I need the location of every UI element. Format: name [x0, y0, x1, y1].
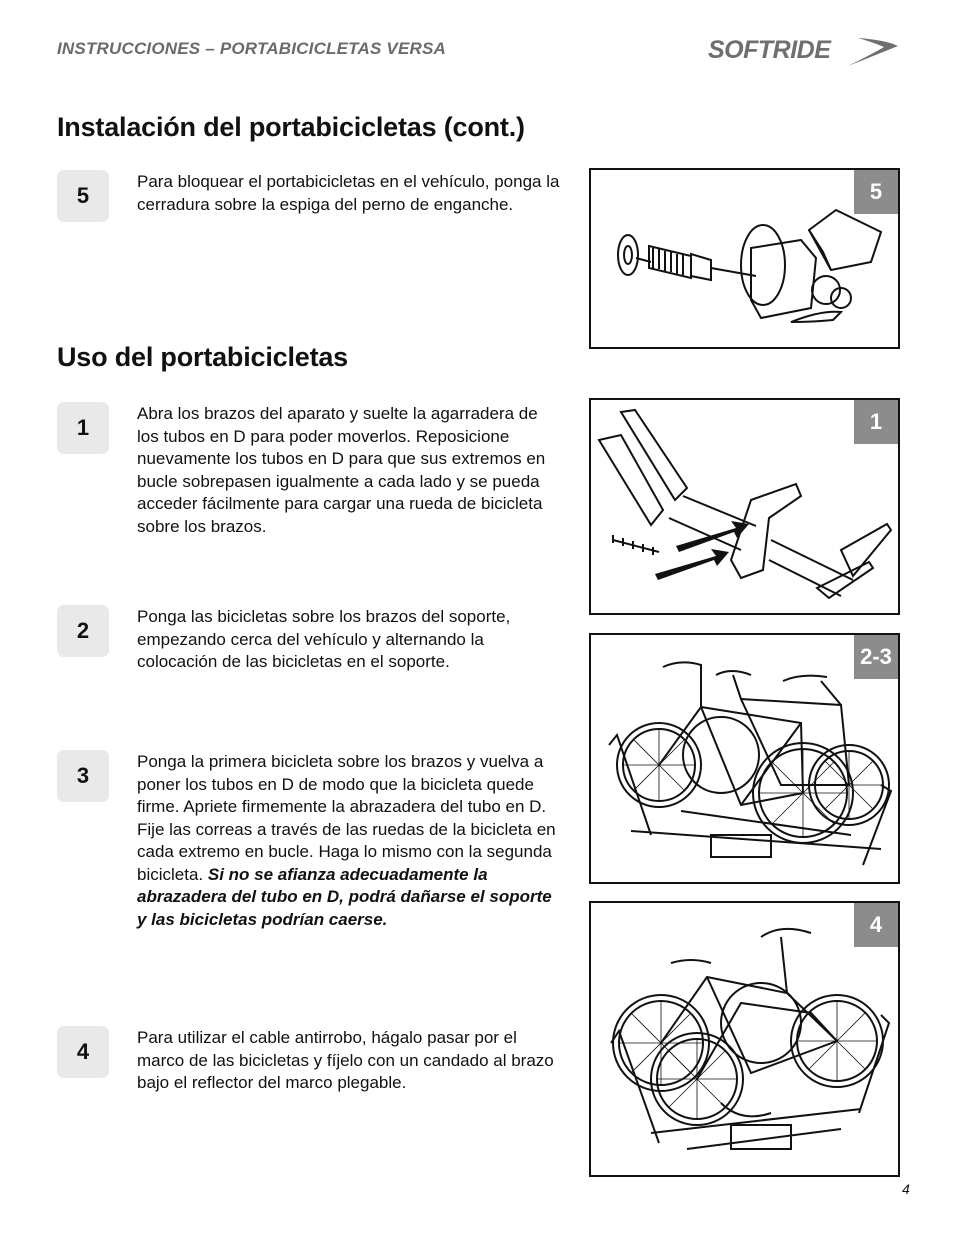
- step-number-badge: 1: [57, 402, 109, 454]
- step-text-main: Ponga la primera bicicleta sobre los brazos y vuelva a poner los tubos en D de modo que la bicicleta quede firme. Apriete firmemente la abrazadera del tubo en D. Fije las correas a través de las ruedas de la bicicleta en cada extremo en bucle. Haga lo mismo con la segunda bicicleta.: [137, 752, 556, 884]
- figure-bikes-cable: [589, 901, 900, 1177]
- logo-text: SOFTRIDE: [708, 36, 831, 64]
- figure-label: 4: [854, 903, 898, 947]
- figure-label: 2-3: [854, 635, 898, 679]
- step-text: Ponga las bicicletas sobre los brazos del soporte, empezando cerca del vehículo y alternando la colocación de las bicicletas en el soporte.: [137, 607, 511, 671]
- step-number-badge: 4: [57, 1026, 109, 1078]
- step-warning: Si no se afianza adecuadamente la abrazadera del tubo en D, podrá dañarse el soporte y las bicicletas podrían caerse.: [137, 864, 552, 929]
- bikes-loaded-illustration: [591, 635, 898, 882]
- figure-bikes-loaded: [589, 633, 900, 884]
- step-number-badge: 5: [57, 170, 109, 222]
- figure-label: 1: [854, 400, 898, 444]
- step-text: Abra los brazos del aparato y suelte la agarradera de los tubos en D para poder moverlos. Reposicione nuevamente los tubos en D para que sus extremos en bucle sobrepasen igualmente a cada lado y se pueda acceder fácilmente para cargar una rueda de bicicleta sobre los brazos.: [137, 404, 546, 536]
- figure-open-rack: [589, 398, 900, 615]
- section-title-usage: Uso del portabicicletas: [57, 342, 348, 372]
- document-header-title: INSTRUCCIONES – PORTABICICLETAS VERSA: [57, 39, 446, 58]
- step-text: [137, 751, 562, 931]
- step-text: Para bloquear el portabicicletas en el vehículo, ponga la cerradura sobre la espiga del perno de enganche.: [137, 172, 560, 214]
- step-number-badge: 2: [57, 605, 109, 657]
- page-number: 4: [902, 1181, 910, 1197]
- step-number-badge: 3: [57, 750, 109, 802]
- figure-label: 5: [854, 170, 898, 214]
- hitch-lock-illustration: [591, 170, 898, 347]
- softride-logo: [708, 30, 900, 74]
- step-text: Para utilizar el cable antirrobo, hágalo pasar por el marco de las bicicletas y fíjelo con un candado al brazo bajo el reflector del marco plegable.: [137, 1028, 554, 1092]
- section-title-installation: Instalación del portabicicletas (cont.): [57, 112, 525, 142]
- open-rack-illustration: [591, 400, 898, 613]
- figure-hitch-lock: [589, 168, 900, 349]
- bikes-cable-illustration: [591, 903, 898, 1175]
